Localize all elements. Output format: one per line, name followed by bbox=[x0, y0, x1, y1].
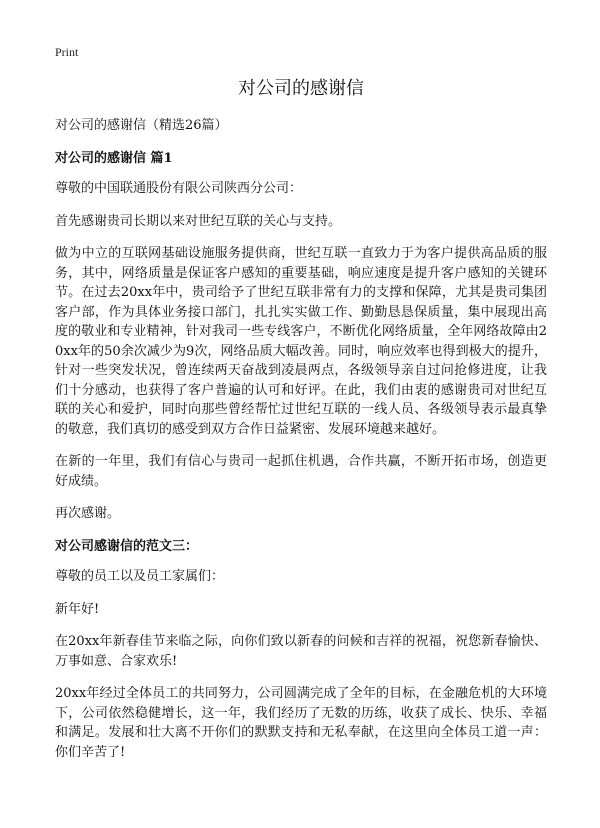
salutation: 尊敬的员工以及员工家属们： bbox=[55, 569, 225, 584]
document-title: 对公司的感谢信 bbox=[238, 78, 364, 99]
print-link[interactable]: Print bbox=[55, 45, 79, 59]
paragraph: 再次感谢。 bbox=[55, 506, 121, 521]
document-subtitle: 对公司的感谢信（精选26篇） bbox=[55, 118, 228, 133]
section-heading-1: 对公司的感谢信 篇1 bbox=[55, 150, 173, 166]
salutation: 尊敬的中国联通股份有限公司陕西分公司： bbox=[55, 181, 303, 196]
paragraph: 在新的一年里，我们有信心与贵司一起抓住机遇，合作共赢，不断开拓市场，创造更好成绩。 bbox=[55, 454, 547, 489]
paragraph: 20xx年经过全体员工的共同努力，公司圆满完成了全年的目标，在金融危机的大环境下，公司依然稳健增长，这一年，我们经历了无数的历练，收获了成长、快乐、幸福和满足。发展和壮大离不开你们的默默支持和无私奉献，在这里向全体员工道一声：你们辛苦了! bbox=[55, 686, 547, 760]
paragraph: 做为中立的互联网基础设施服务提供商，世纪互联一直致力于为客户提供高品质的服务，其中，网络质量是保证客户感知的重要基础，响应速度是提升客户感知的关键环节。在过去20xx年中，贵司给予了世纪互联非常有力的支撑和保障，尤其是贵司集团客户部，作为具体业务接口部门，扎扎实实做工作、勤勤恳恳保质量，集中展现出高度的敬业和专业精神，针对我司一些专线客户，不断优化网络质量，全年网络故障由20xx年的50余次减少为9次，网络品质大幅改善。同时，响应效率也得到极大的提升，针对一些突发状况，曾连续两天奋战到凌晨两点，各级领导亲自过问抢修进度，让我们十分感动，也获得了客户普遍的认可和好评。在此，我们由衷的感谢贵司对世纪互联的关心和爱护，同时向那些曾经帮忙过世纪互联的一线人员、各级领导表示最真挚的敬意，我们真切的感受到双方合作日益紧密、发展环境越来越好。 bbox=[55, 246, 547, 437]
paragraph: 在20xx年新春佳节来临之际，向你们致以新春的问候和吉祥的祝福，祝您新春愉快、万事如意、合家欢乐! bbox=[55, 634, 547, 669]
paragraph: 首先感谢贵司长期以来对世纪互联的关心与支持。 bbox=[55, 213, 342, 229]
paragraph: 新年好! bbox=[55, 601, 100, 617]
section-heading-2: 对公司感谢信的范文三： bbox=[55, 538, 199, 554]
